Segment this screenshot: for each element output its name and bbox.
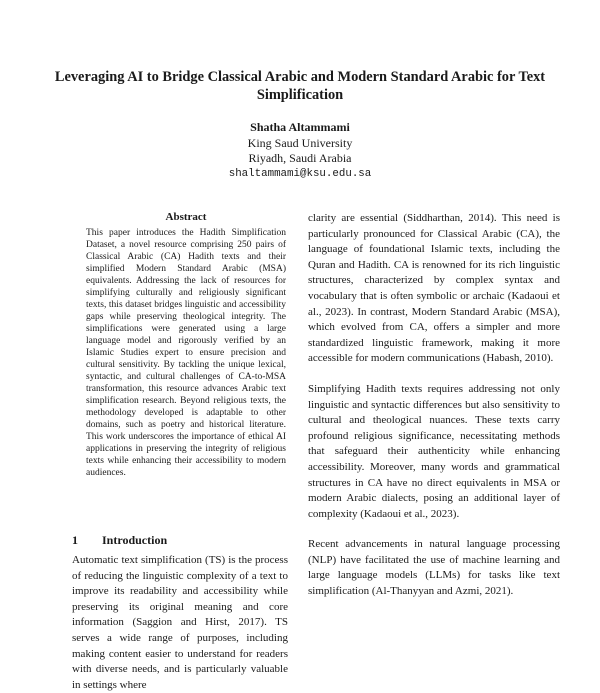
paper-title: Leveraging AI to Bridge Classical Arabic and Modern Standard Arabic for Text Simplification	[54, 69, 546, 103]
abstract-section	[86, 211, 286, 479]
abstract-heading: Abstract	[165, 211, 207, 223]
body-paragraph-2: Simplifying Hadith texts requires addressing not only linguistic and syntactic differences but also sensitivity to cultural and theological nuances. These texts carry profound religious significance, necessitating methods that safeguard their authenticity while enhancing accessibility. Moreover, many words and grammatical structures in CA have no direct equivalents in MSA or modern Arabic dialects, posing an additional layer of complexity (Kadaoui et al., 2023).	[308, 382, 560, 520]
body-paragraph-1: clarity are essential (Siddharthan, 2014). This need is particularly pronounced for Classical Arabic (CA), the language of foundational Islamic texts, including the Quran and Hadith. CA is renowned for its rich linguistic structures, characterized by complex syntax and vocabulary that is often symbolic or archaic (Kadaoui et al., 2023). In contrast, Modern Standard Arabic (MSA), which evolved from CA, offers a simpler and more standardized linguistic framework, making it more accessible for modern communications (Habash, 2010).	[308, 212, 560, 365]
author-location: Riyadh, Saudi Arabia	[248, 151, 352, 165]
intro-paragraph: Automatic text simplification (TS) is the process of reducing the linguistic complexity of a text to improve its readability and accessibility while preserving its original meaning and core information (Saggion and Hirst, 2017). TS serves a wide range of purposes, including making content easier to understand for readers with diverse needs, and is particularly valuable in settings where	[72, 554, 288, 691]
section-heading	[72, 533, 167, 548]
author-block	[100, 120, 500, 182]
section-number: 1	[72, 533, 78, 547]
author-affiliation: King Saud University	[247, 135, 353, 150]
author-name: Shatha Altammami	[250, 120, 350, 134]
author-email: shaltammami@ksu.edu.sa	[228, 167, 372, 180]
right-column	[308, 211, 560, 600]
abstract-text: This paper introduces the Hadith Simplification Dataset, a novel resource comprising 250 pairs of Classical Arabic (CA) Hadith texts and their simplified Modern Standard Arabic (MSA) equivalents. Addressing the lack of resources for simplifying culturally and religiously significant texts, this dataset bridges linguistic and accessibility gaps while preserving theological integrity. The simplifications were generated using a large language model and rigorously verified by an Islamic Studies expert to ensure precision and cultural sensitivity. By tackling the unique lexical, syntactic, and cultural challenges of CA-to-MSA transformation, this resource advances Arabic text simplification research. Beyond religious texts, the methodology developed is adaptable to other domains, such as poetry and historical literature. This work underscores the importance of ethical AI applications in preserving the integrity of religious texts while enhancing their accessibility to modern audiences.	[86, 228, 286, 478]
section-title: Introduction	[102, 533, 168, 547]
body-paragraph-3: Recent advancements in natural language processing (NLP) have facilitated the use of machine learning and large language models (LLMs) for tasks like text simplification (Al-Thanyyan and Azmi, 2021).	[308, 538, 560, 598]
